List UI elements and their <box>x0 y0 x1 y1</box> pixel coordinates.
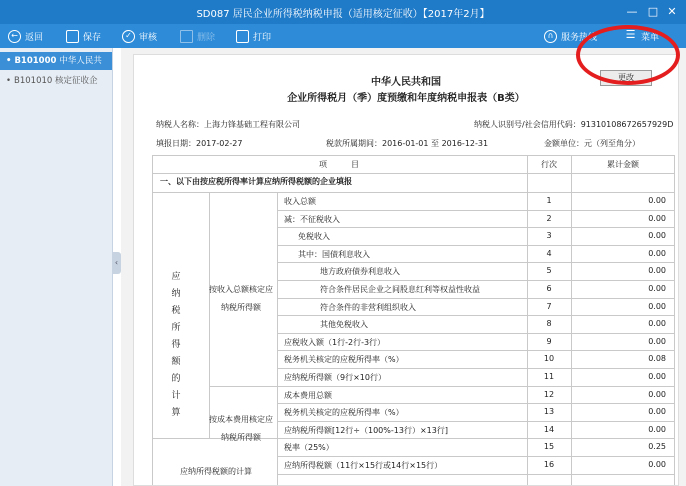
row-number: 16 <box>543 460 555 469</box>
row-amount-field[interactable]: 0.00 <box>648 407 666 417</box>
row-item-label: 其他免税收入 <box>320 320 368 330</box>
table-grid-line <box>277 210 674 211</box>
row-item-label: 应纳税所得额[12行÷（100%-13行）×13行] <box>284 425 448 435</box>
fill-date: 填报日期：2017-02-27 <box>156 139 243 148</box>
bullet-icon: • <box>6 76 12 86</box>
table-grid-line <box>152 155 674 156</box>
section-1-header: 一、以下由按应税所得率计算应纳所得税额的企业填报 <box>160 177 352 186</box>
row-item-label: 税率（25%） <box>284 443 334 453</box>
row-amount-field[interactable]: 0.00 <box>648 284 666 293</box>
save-label: 保存 <box>83 32 102 43</box>
row-item-label: 应税收入额（1行-2行-3行） <box>284 337 386 347</box>
group-tax-calc: 应纳所得税额的计算 <box>180 467 252 476</box>
sidebar-item-code: B101000 <box>14 56 57 66</box>
sidebar-item-label: 核定征收企 <box>55 76 98 86</box>
row-amount-field[interactable]: 0.00 <box>648 231 666 241</box>
highlight-circle-annotation <box>576 25 680 85</box>
row-amount-field[interactable]: 0.00 <box>648 266 666 276</box>
row-amount-field[interactable]: 0.00 <box>648 336 666 346</box>
row-item-label: 地方政府债券利息收入 <box>320 267 400 277</box>
row-item-label: 收入总额 <box>284 197 316 206</box>
row-item-label: 成本费用总额 <box>284 390 332 400</box>
row-amount-field[interactable]: 0.25 <box>648 442 666 452</box>
check-icon: ✓ <box>122 30 135 43</box>
table-grid-line <box>277 474 674 475</box>
table-grid-line <box>277 403 674 404</box>
review-label: 审核 <box>139 32 158 43</box>
row-item-label: 符合条件的非营利组织收入 <box>320 302 416 312</box>
row-amount-field[interactable]: 0.00 <box>648 460 666 469</box>
back-label: 返回 <box>25 32 44 43</box>
trash-icon <box>180 30 193 43</box>
row-number: 4 <box>546 248 552 258</box>
table-grid-line <box>277 421 674 422</box>
row-number: 6 <box>546 284 552 293</box>
table-grid-line <box>277 245 674 246</box>
back-arrow-icon: ← <box>8 30 21 43</box>
form-title-line2: 企业所得税月（季）度预缴和年度纳税申报表（B类） <box>287 93 525 104</box>
row-item-label: 减：不征税收入 <box>284 214 340 224</box>
row-number: 10 <box>543 354 555 364</box>
taxpayer-name: 纳税人名称：上海力锋基础工程有限公司 <box>156 120 300 129</box>
table-grid-line <box>277 262 674 263</box>
minimize-button[interactable]: — <box>626 5 638 18</box>
modify-button[interactable]: 更改 <box>600 70 652 86</box>
vertical-label: 应纳税所得额的计算 <box>171 272 181 418</box>
sidebar-item-b101010[interactable] <box>0 72 113 90</box>
window-title: SD087 居民企业所得税纳税申报（适用核定征收）【2017年2月】 <box>196 9 490 20</box>
headset-icon: ∩ <box>544 30 557 43</box>
row-item-label: 符合条件居民企业之间股息红利等权益性收益 <box>320 285 480 294</box>
row-number: 3 <box>546 231 552 241</box>
group-by-income: 按收入总额核定应纳税所得额 <box>209 285 273 312</box>
print-button[interactable] <box>236 28 271 44</box>
row-number: 9 <box>546 336 552 346</box>
save-icon <box>66 30 79 43</box>
sidebar-item-code: B101010 <box>14 76 53 86</box>
column-header-amount: 累计金额 <box>607 160 639 169</box>
save-button[interactable] <box>66 28 101 44</box>
row-amount-field[interactable]: 0.00 <box>648 424 666 434</box>
row-amount-field[interactable]: 0.00 <box>648 301 666 311</box>
row-item-label: 其中：国债利息收入 <box>298 249 370 259</box>
back-button[interactable] <box>8 28 43 44</box>
collapse-sidebar-handle[interactable]: ‹ <box>112 252 121 274</box>
amount-unit: 金额单位：元（列至角分） <box>544 139 640 148</box>
printer-icon <box>236 30 249 43</box>
table-grid-line <box>277 386 674 387</box>
row-number: 5 <box>546 266 552 276</box>
row-amount-field[interactable]: 0.00 <box>648 248 666 258</box>
form-sheet <box>133 54 679 486</box>
taxpayer-id: 纳税人识别号/社会信用代码：91310108672657929D <box>474 120 674 129</box>
table-grid-line <box>209 386 277 387</box>
row-item-label: 免税收入 <box>298 232 330 242</box>
print-label: 打印 <box>253 32 272 43</box>
row-number: 7 <box>546 301 552 311</box>
row-item-label: 税务机关核定的应税所得率（%） <box>284 355 404 365</box>
row-item-label: 应纳税所得额（9行×10行） <box>284 373 386 382</box>
form-title-line1: 中华人民共和国 <box>371 77 441 88</box>
content-area <box>121 48 686 486</box>
table-grid-line <box>277 298 674 299</box>
row-amount-field[interactable]: 0.00 <box>648 213 666 223</box>
hotline-label: 服务热线 <box>561 32 598 43</box>
row-number: 14 <box>543 424 555 434</box>
row-number: 2 <box>546 213 552 223</box>
table-grid-line <box>277 227 674 228</box>
bullet-icon: • <box>6 56 12 66</box>
row-item-label: 税务机关核定的应税所得率（%） <box>284 408 404 418</box>
row-number: 8 <box>546 319 552 329</box>
column-header-item: 项 目 <box>319 160 359 169</box>
delete-label: 删除 <box>197 32 216 43</box>
table-grid-line <box>152 192 674 193</box>
table-grid-line <box>277 333 674 334</box>
menu-label: 菜单 <box>641 32 660 43</box>
table-grid-line <box>277 350 674 351</box>
row-amount-field[interactable]: 0.08 <box>648 354 666 364</box>
group-by-cost: 按成本费用核定应纳税所得额 <box>209 415 273 442</box>
title-bar <box>0 0 686 24</box>
table-grid-line <box>277 456 674 457</box>
sidebar <box>0 48 113 486</box>
row-number: 12 <box>543 389 555 399</box>
sidebar-item-label: 中华人民共 <box>59 56 102 66</box>
review-button[interactable] <box>122 28 157 44</box>
table-grid-line <box>277 315 674 316</box>
row-amount-field[interactable]: 0.00 <box>648 389 666 399</box>
table-grid-line <box>674 155 675 486</box>
row-amount-field[interactable]: 0.00 <box>648 196 666 205</box>
row-number: 11 <box>543 372 555 381</box>
row-item-label: 应纳所得税额（11行×15行或14行×15行） <box>284 461 443 470</box>
table-grid-line <box>277 368 674 369</box>
table-grid-line <box>277 192 278 486</box>
close-button[interactable]: ✕ <box>667 5 677 18</box>
table-grid-line <box>152 155 153 486</box>
column-header-row: 行次 <box>541 160 557 169</box>
table-grid-line <box>277 438 674 439</box>
maximize-button[interactable]: □ <box>647 5 659 18</box>
tax-period: 税款所属期间：2016-01-01 至 2016-12-31 <box>326 139 489 148</box>
row-amount-field[interactable]: 0.00 <box>648 372 666 381</box>
row-amount-field[interactable]: 0.00 <box>648 319 666 329</box>
delete-button[interactable] <box>180 28 215 44</box>
row-number: 13 <box>543 407 555 417</box>
row-number: 1 <box>546 196 552 205</box>
row-number: 15 <box>543 442 555 452</box>
sidebar-item-b101000[interactable] <box>0 52 113 70</box>
hamburger-icon: ☰ <box>625 27 636 41</box>
table-grid-line <box>152 173 674 174</box>
table-grid-line <box>277 280 674 281</box>
